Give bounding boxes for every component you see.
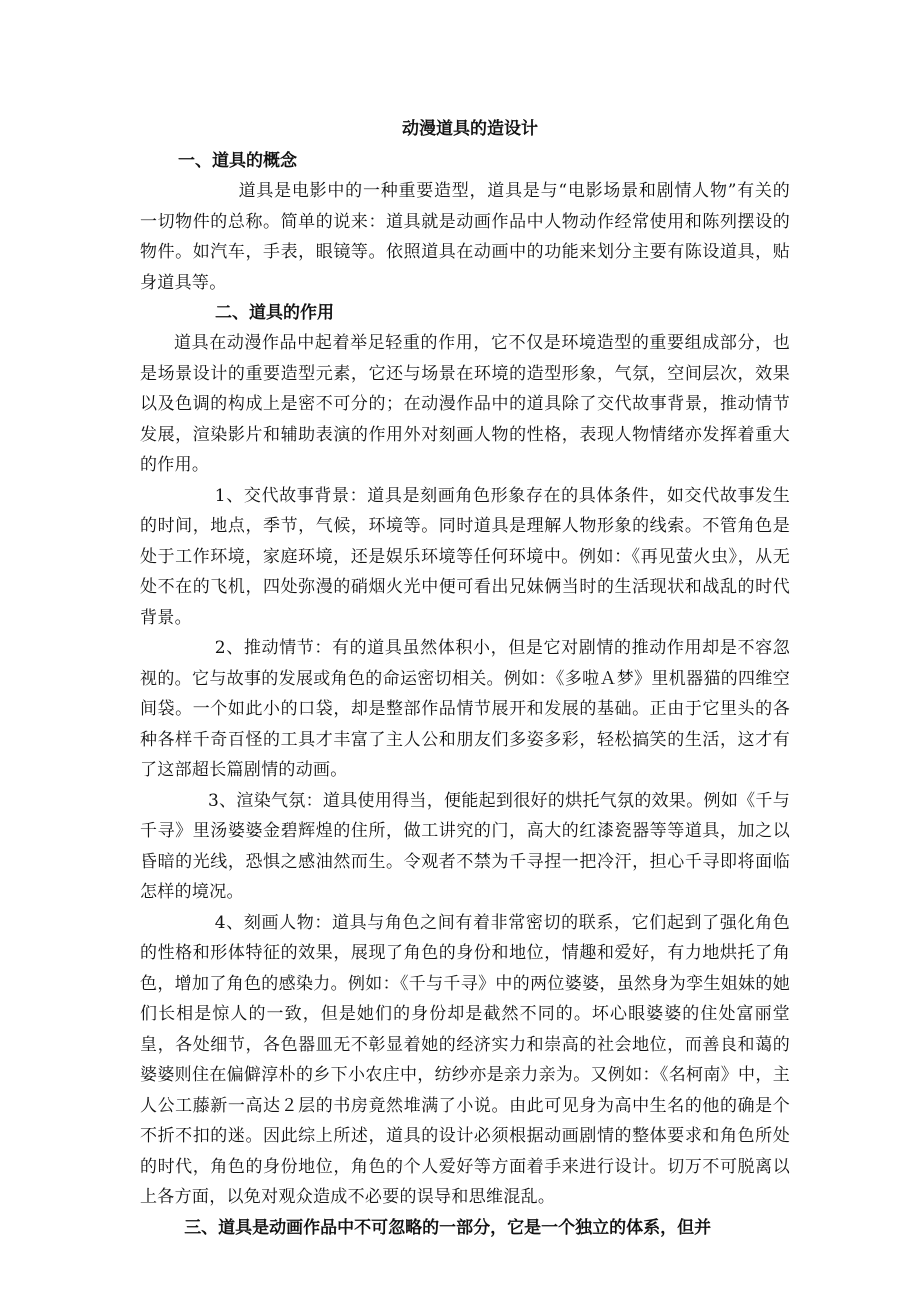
section2-point2: 2、推动情节：有的道具虽然体积小，但是它对剧情的推动作用却是不容忽视的。它与故事的发展或角色的命运密切相关。例如：《多啦Ａ梦》里机器猫的四维空间袋。一个如此小的口袋，却是整部作品情节展开和发展的基础。正由于它里头的各种各样千奇百怪的工具才丰富了主人公和朋友们多姿多彩，轻松搞笑的生活，这才有了这部超长篇剧情的动画。	[140, 638, 790, 780]
section2-point3: 3、渲染气氛：道具使用得当，便能起到很好的烘托气氛的效果。例如《千与千寻》里汤婆婆金碧辉煌的住所，做工讲究的门，高大的红漆瓷器等等道具，加之以昏暗的光线，恐惧之感油然而生。令观者不禁为千寻捏一把冷汗，担心千寻即将面临怎样的境况。	[140, 790, 791, 902]
section1-heading: 一、道具的概念	[178, 151, 297, 171]
section2-point4: 4、刻画人物：道具与角色之间有着非常密切的联系，它们起到了强化角色的性格和形体特征的效果，展现了角色的身份和地位，情趣和爱好，有力地烘托了角色，增加了角色的感染力。例如：《千与千寻》中的两位婆婆，虽然身为孪生姐妹的她们长相是惊人的一致，但是她们的身份却是截然不同的。坏心眼婆婆的住处富丽堂皇，各处细节，各色器皿无不彰显着她的经济实力和崇高的社会地位，而善良和蔼的婆婆则住在偏僻淳朴的乡下小农庄中，纺纱亦是亲力亲为。又例如：《名柯南》中，主人公工藤新一高达２层的书房竟然堆满了小说。由此可见身为高中生名的他的确是个不折不扣的迷。因此综上所述，道具的设计必须根据动画剧情的整体要求和角色所处的时代，角色的身份地位，角色的个人爱好等方面着手来进行设计。切万不可脱离以上各方面，以免对观众造成不必要的误导和思维混乱。	[140, 912, 790, 1207]
section3-heading: 三、道具是动画作品中不可忽略的一部分，它是一个独立的体系，但并	[184, 1217, 712, 1238]
section2-point1: 1、交代故事背景：道具是刻画角色形象存在的具体条件，如交代故事发生的时间，地点，季节，气候，环境等。同时道具是理解人物形象的线索。不管角色是处于工作环境，家庭环境，还是娱乐环境等任何环境中。例如：《再见萤火虫》，从无处不在的飞机，四处弥漫的硝烟火光中便可看出兄妹俩当时的生活现状和战乱的时代背景。	[140, 485, 790, 628]
document-page	[140, 112, 790, 1243]
document-title: 动漫道具的造设计	[402, 119, 538, 139]
section2-intro: 道具在动漫作品中起着举足轻重的作用，它不仅是环境造型的重要组成部分，也是场景设计的重要造型元素，它还与场景在环境的造型形象，气氛，空间层次，效果以及色调的构成上是密不可分的；在动漫作品中的道具除了交代故事背景，推动情节发展，渲染影片和辅助表演的作用外对刻画人物的性格，表现人物情绪亦发挥着重大的作用。	[140, 333, 790, 475]
section1-paragraph: 道具是电影中的一种重要造型，道具是与“电影场景和剧情人物”有关的一切物件的总称。简单的说来：道具就是动画作品中人物动作经常使用和陈列摆设的物件。如汽车，手表，眼镜等。依照道具在动画中的功能来划分主要有陈设道具，贴身道具等。	[140, 181, 790, 293]
section2-heading: 二、道具的作用	[215, 303, 334, 323]
